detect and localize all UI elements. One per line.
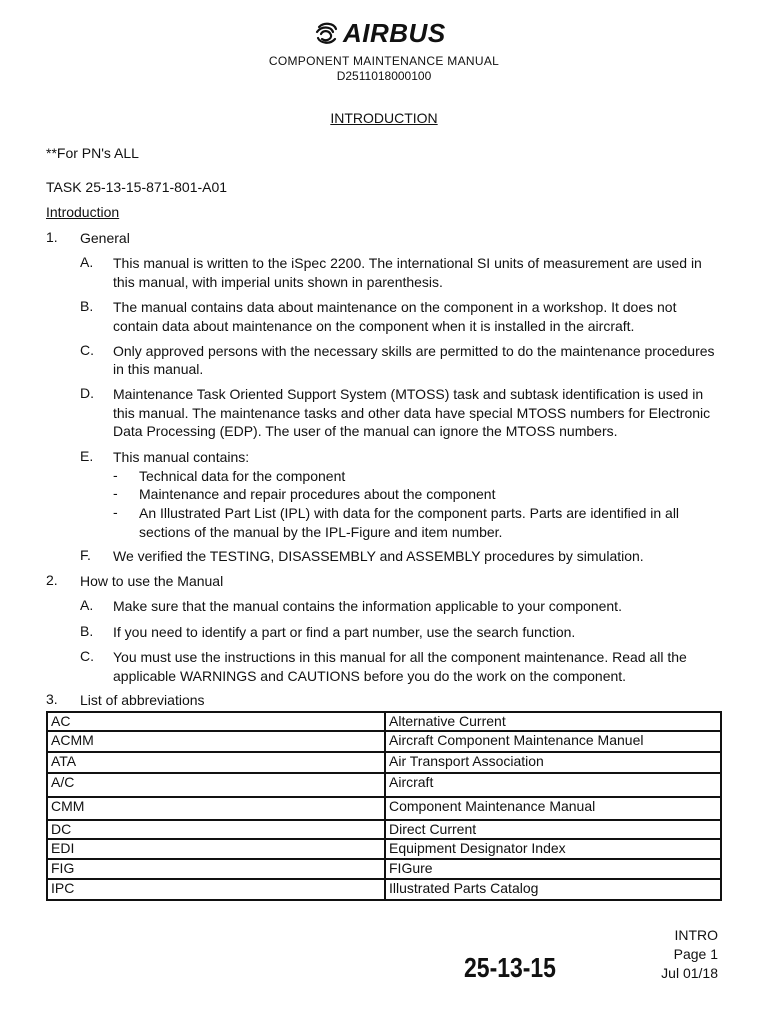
item-text-line: contain data about maintenance on the component when it is installed in the aircraft.: [113, 318, 635, 334]
item-text-line: The manual contains data about maintenance on the component in a workshop. It does not: [113, 299, 677, 315]
item-text-line: this manual, with imperial units shown in parenthesis.: [113, 274, 443, 290]
part-number-applicability: **For PN's ALL: [46, 145, 139, 161]
bullet-text: sections of the manual by the IPL-Figure and item number.: [139, 524, 503, 540]
item-text-line: Only approved persons with the necessary skills are permitted to do the maintenance procedures: [113, 343, 715, 359]
section-title: List of abbreviations: [80, 692, 205, 708]
definition-cell: Equipment Designator Index: [385, 839, 721, 859]
table-row: [47, 773, 721, 797]
chapter-code: 25-13-15: [464, 952, 556, 983]
section-number: 1.: [46, 229, 58, 245]
item-text-line: This manual is written to the iSpec 2200. The international SI units of measurement are used in: [113, 255, 702, 271]
abbreviation-cell: AC: [47, 712, 385, 731]
task-number: TASK 25-13-15-871-801-A01: [46, 179, 228, 195]
item-letter: C.: [80, 648, 94, 664]
item-text-line: this manual. The maintenance tasks and other data have special MTOSS numbers for Electronic: [113, 405, 711, 421]
bullet-dash: -: [113, 467, 118, 483]
table-row: [47, 712, 721, 731]
definition-cell: FIGure: [385, 859, 721, 879]
table-row: [47, 797, 721, 820]
bullet-text: An Illustrated Part List (IPL) with data for the component parts. Parts are identified in all: [139, 505, 680, 521]
abbreviations-table: [46, 711, 722, 901]
manual-title: COMPONENT MAINTENANCE MANUAL: [268, 54, 500, 68]
abbreviation-cell: IPC: [47, 879, 385, 900]
page-title: INTRODUCTION: [330, 110, 438, 126]
document-number: D2511018000100: [336, 69, 432, 83]
item-text-line: We verified the TESTING, DISASSEMBLY and ASSEMBLY procedures by simulation.: [113, 548, 644, 564]
item-letter: C.: [80, 342, 94, 358]
item-text-line: You must use the instructions in this manual for all the component maintenance. Read all the: [113, 649, 687, 665]
definition-cell: Illustrated Parts Catalog: [385, 879, 721, 900]
airbus-swirl-icon: [314, 20, 340, 46]
bullet-text: Maintenance and repair procedures about the component: [139, 486, 496, 502]
section-title: General: [80, 230, 130, 246]
abbreviation-cell: ATA: [47, 752, 385, 773]
section-title: How to use the Manual: [80, 573, 224, 589]
airbus-logo: [314, 18, 446, 48]
item-letter: E.: [80, 448, 94, 464]
definition-cell: Component Maintenance Manual: [385, 797, 721, 820]
definition-cell: Alternative Current: [385, 712, 721, 731]
abbreviation-cell: ACMM: [47, 731, 385, 752]
item-text-line: applicable WARNINGS and CAUTIONS before you do the work on the component.: [113, 668, 627, 684]
page-number: Page 1: [673, 946, 718, 962]
item-letter: F.: [80, 547, 91, 563]
item-text-line: Data Processing (EDP). The user of the manual can ignore the MTOSS numbers.: [113, 423, 618, 439]
abbreviation-cell: EDI: [47, 839, 385, 859]
item-letter: A.: [80, 597, 94, 613]
bullet-text: Technical data for the component: [139, 468, 346, 484]
abbreviation-cell: DC: [47, 820, 385, 839]
item-text-line: Make sure that the manual contains the information applicable to your component.: [113, 598, 622, 614]
definition-cell: Aircraft: [385, 773, 721, 797]
abbreviation-cell: A/C: [47, 773, 385, 797]
definition-cell: Direct Current: [385, 820, 721, 839]
item-text-line: This manual contains:: [113, 449, 250, 465]
definition-cell: Air Transport Association: [385, 752, 721, 773]
item-letter: B.: [80, 298, 94, 314]
revision-date: Jul 01/18: [661, 965, 718, 981]
table-row: [47, 879, 721, 900]
item-text-line: in this manual.: [113, 361, 204, 377]
table-row: [47, 752, 721, 773]
table-row: [47, 859, 721, 879]
table-row: [47, 731, 721, 752]
definition-cell: Aircraft Component Maintenance Manuel: [385, 731, 721, 752]
abbreviation-cell: FIG: [47, 859, 385, 879]
bullet-dash: -: [113, 504, 118, 520]
section-number: 2.: [46, 572, 58, 588]
bullet-dash: -: [113, 485, 118, 501]
table-row: [47, 820, 721, 839]
item-text-line: If you need to identify a part or find a part number, use the search function.: [113, 624, 576, 640]
section-number: 3.: [46, 691, 58, 707]
item-text-line: Maintenance Task Oriented Support System (MTOSS) task and subtask identification is used in: [113, 386, 704, 402]
item-letter: B.: [80, 623, 94, 639]
introduction-heading: Introduction: [46, 204, 120, 220]
abbreviation-cell: CMM: [47, 797, 385, 820]
brand-name: AIRBUS: [343, 17, 446, 48]
table-row: [47, 839, 721, 859]
footer-section: INTRO: [674, 927, 718, 943]
item-letter: D.: [80, 385, 94, 401]
item-letter: A.: [80, 254, 94, 270]
